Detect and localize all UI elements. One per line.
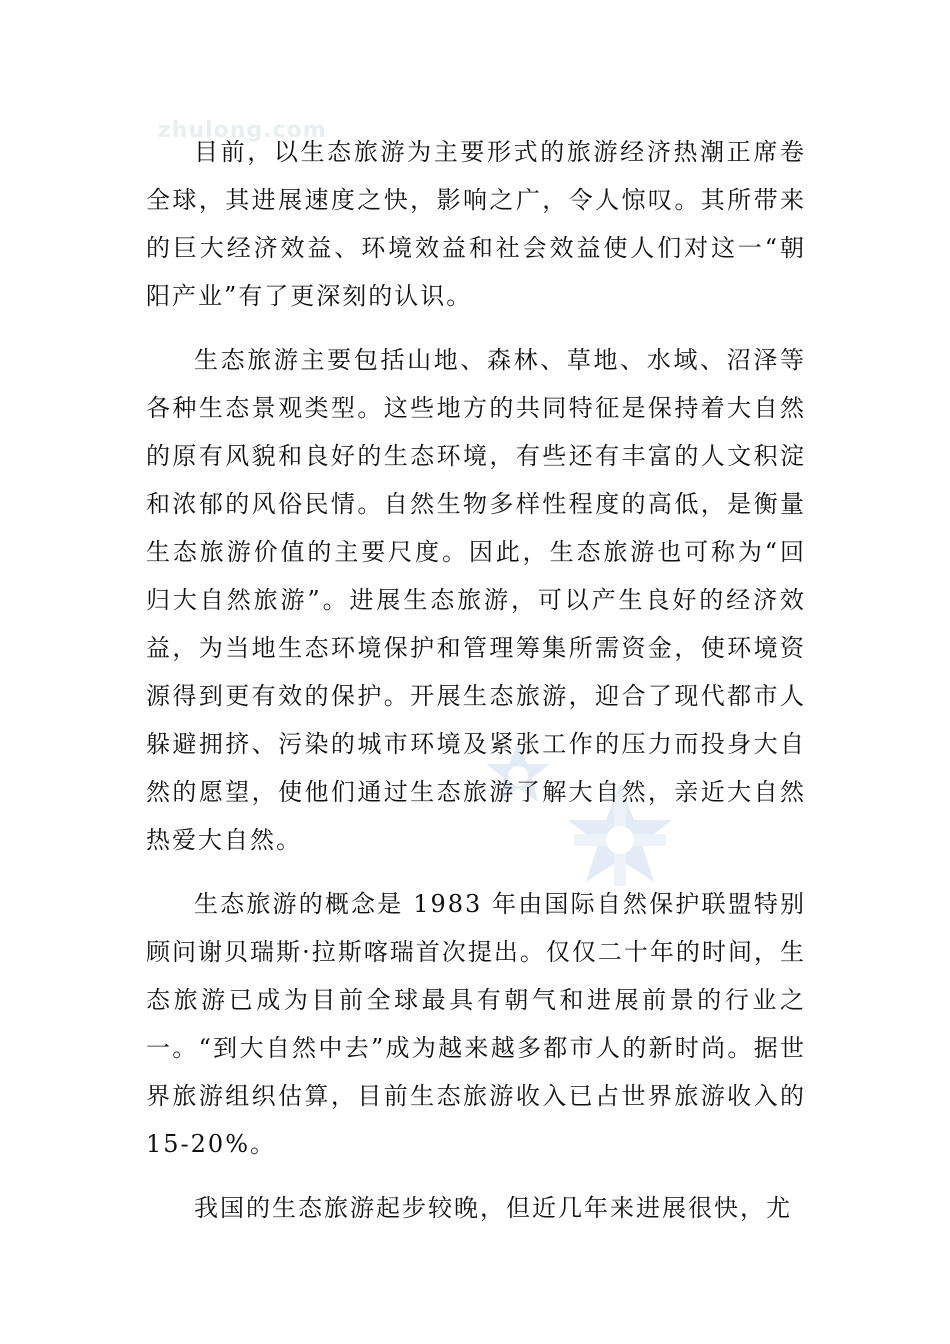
paragraph-2: 生态旅游主要包括山地、森林、草地、水域、沼泽等各种生态景观类型。这些地方的共同特征是保持着大自然的原有风貌和良好的生态环境，有些还有丰富的人文积淀和浓郁的风俗民情。自然生物多样性程度的高低，是衡量生态旅游价值的主要尺度。因此，生态旅游也可称为“回归大自然旅游”。进展生态旅游，可以产生良好的经济效益，为当地生态环境保护和管理筹集所需资金，使环境资源得到更有效的保护。开展生态旅游，迎合了现代都市人躲避拥挤、污染的城市环境及紧张工作的压力而投身大自然的愿望，使他们通过生态旅游了解大自然，亲近大自然热爱大自然。 xyxy=(146,346,806,854)
document-body xyxy=(146,128,806,1248)
paragraph-3: 生态旅游的概念是 1983 年由国际自然保护联盟特别顾问谢贝瑞斯·拉斯喀瑞首次提出。仅仅二十年的时间，生态旅游已成为目前全球最具有朝气和进展前景的行业之一。“到大自然中去”成为越来越多都市人的新时尚。据世界旅游组织估算，目前生态旅游收入已占世界旅游收入的 15-20%。 xyxy=(146,890,806,1158)
watermark-text: zhulong.com xyxy=(158,118,327,143)
paragraph-4: 我国的生态旅游起步较晚，但近几年来进展很快，尤 xyxy=(194,1194,792,1222)
paragraph-1: 目前，以生态旅游为主要形式的旅游经济热潮正席卷全球，其进展速度之快，影响之广，令人惊叹。其所带来的巨大经济效益、环境效益和社会效益使人们对这一“朝阳产业”有了更深刻的认识。 xyxy=(146,138,806,310)
